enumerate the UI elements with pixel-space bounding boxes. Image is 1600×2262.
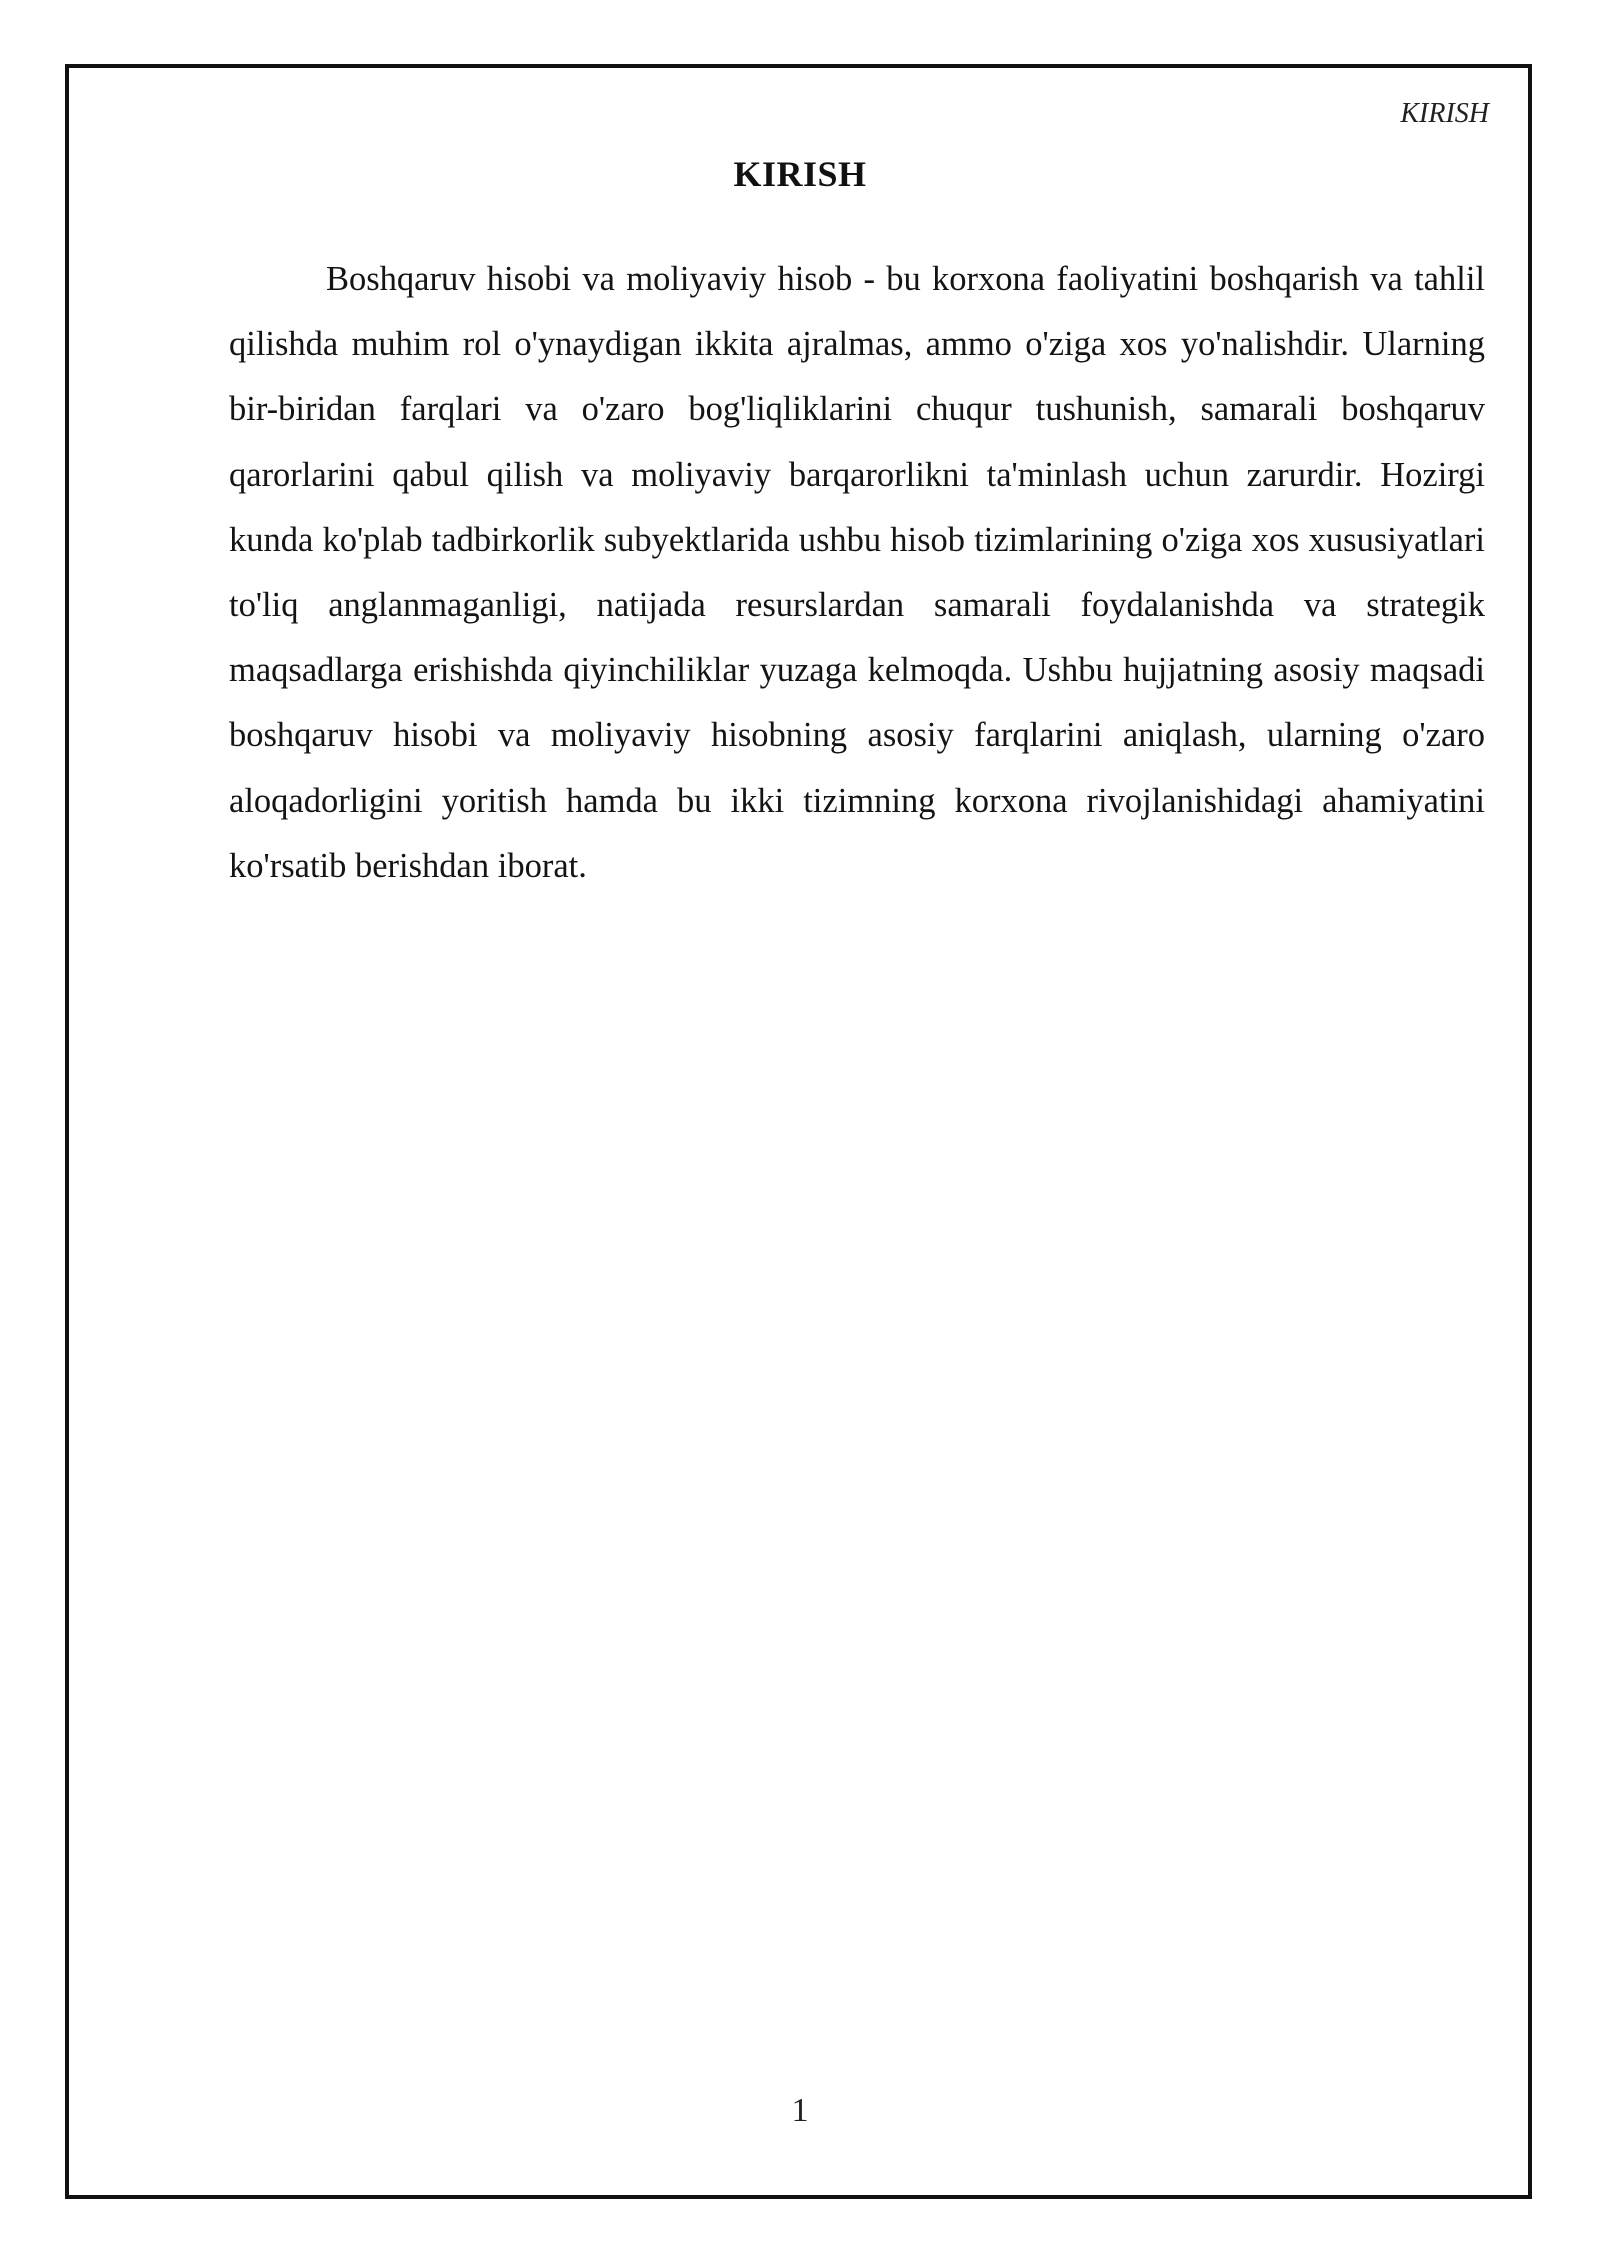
page-title: KIRISH [733, 154, 867, 194]
running-header: KIRISH [1400, 98, 1489, 129]
body-paragraph: Boshqaruv hisobi va moliyaviy hisob - bu korxona faoliyatini boshqarish va tahlil qilishda muhim rol o'ynaydigan ikkita ajralmas, ammo o'ziga xos yo'nalishdir. Ularning bir-biridan farqlari va o'zaro bog'liqliklarini chuqur tushunish, samarali boshqaruv qarorlarini qabul qilish va moliyaviy barqarorlikni ta'minlash uchun zarurdir. Hozirgi kunda ko'plab tadbirkorlik subyektlarida ushbu hisob tizimlarining o'ziga xos xususiyatlari to'liq anglanmaganligi, natijada resurslardan samarali foydalanishda va strategik maqsadlarga erishishda qiyinchiliklar yuzaga kelmoqda. Ushbu hujjatning asosiy maqsadi boshqaruv hisobi va moliyaviy hisobning asosiy farqlarini aniqlash, ularning o'zaro aloqadorligini yoritish hamda bu ikki tizimning korxona rivojlanishidagi ahamiyatini ko'rsatib berishdan iborat. [229, 260, 1485, 885]
page-number: 1 [791, 2092, 809, 2129]
